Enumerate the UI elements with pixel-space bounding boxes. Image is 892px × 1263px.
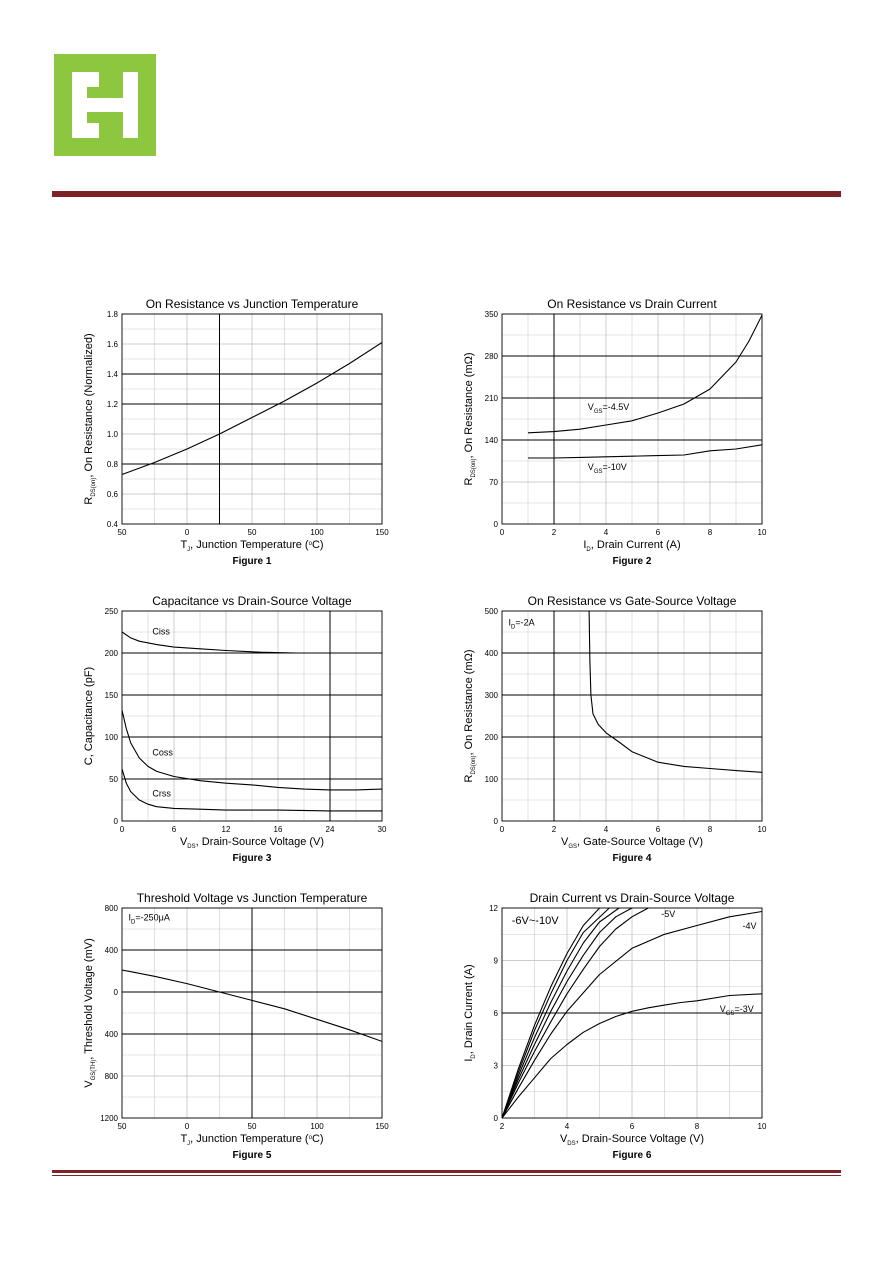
label-part: D [131, 919, 136, 926]
label-part: DS(on) [91, 477, 97, 497]
x-tick-label: 8 [707, 528, 713, 537]
y-tick-label: 1200 [100, 1114, 118, 1123]
y-tick-label: 280 [484, 352, 498, 361]
x-tick-label: 50 [247, 528, 257, 537]
y-axis-label [83, 333, 97, 504]
y-tick-label: 400 [104, 1030, 118, 1039]
series-annotation [720, 1004, 754, 1017]
label-part: o [308, 541, 312, 547]
series-annotation [743, 921, 757, 931]
y-tick-label: 1.8 [106, 310, 118, 319]
figure-caption: Figure 3 [232, 853, 272, 864]
label-part: I [583, 539, 587, 551]
y-tick-label: 500 [484, 607, 498, 616]
label-part: C, Capacitance (pF) [83, 666, 95, 766]
x-tick-label: 2 [551, 825, 557, 834]
y-tick-label: 1.6 [106, 340, 118, 349]
header-rule [52, 191, 841, 197]
label-part: V [179, 836, 188, 848]
y-axis-label [83, 938, 97, 1087]
x-tick-label: 50 [117, 528, 127, 537]
x-tick-label: 2 [499, 1122, 505, 1131]
label-part: C) [311, 1133, 324, 1145]
y-axis-label [463, 964, 477, 1061]
y-axis-label [463, 650, 477, 783]
x-tick-label: 100 [310, 1122, 324, 1131]
label-part: -5V [661, 908, 676, 919]
company-logo-icon [54, 54, 156, 156]
x-tick-label: 4 [603, 825, 609, 834]
chart-title: On Resistance vs Junction Temperature [145, 297, 359, 311]
label-part: , Junction Temperature ( [190, 1133, 309, 1145]
x-tick-label: 0 [184, 1122, 190, 1131]
chart-title: On Resistance vs Drain Current [547, 297, 717, 311]
label-part: DS(on) [471, 755, 477, 775]
x-tick-label: 12 [221, 825, 231, 834]
label-part: -4V [742, 921, 757, 931]
y-tick-label: 3 [493, 1061, 498, 1071]
y-tick-label: 0 [113, 817, 118, 826]
grid [122, 908, 382, 1118]
y-tick-label: 70 [489, 478, 498, 487]
label-part: R [463, 774, 475, 783]
y-tick-label: 200 [484, 733, 498, 742]
figure-caption: Figure 5 [232, 1150, 272, 1161]
chart-capacitance-vs-drain-source-voltage [70, 589, 400, 874]
label-part: DS(on) [471, 458, 477, 478]
x-tick-label: 0 [499, 528, 505, 537]
x-tick-label: 0 [119, 825, 125, 834]
label-part: I [508, 617, 512, 628]
label-part: , Gate-Source Voltage (V) [577, 836, 703, 848]
label-part: V [559, 1133, 568, 1145]
footer-rule-thin [52, 1175, 841, 1176]
label-part: , Drain-Source Voltage (V) [195, 836, 325, 848]
label-part: GS [725, 1011, 735, 1018]
label-part: A [163, 912, 170, 923]
y-tick-label: 0.8 [106, 460, 118, 469]
label-part: D [471, 1054, 477, 1059]
series-annotation [509, 618, 535, 631]
chart-on-resistance-vs-junction-temperature [70, 292, 400, 577]
x-tick-label: 8 [694, 1122, 700, 1131]
label-part: =-4.5V [602, 402, 630, 412]
chart-on-resistance-vs-gate-source-voltage [450, 589, 780, 874]
x-axis-label [180, 836, 324, 850]
y-tick-label: 100 [104, 733, 118, 742]
y-tick-label: 0 [493, 520, 498, 529]
y-tick-label: 1.0 [106, 430, 118, 439]
label-part: , Drain Current (A) [590, 539, 681, 551]
x-axis-label [561, 836, 703, 850]
x-tick-label: 10 [757, 1122, 767, 1131]
y-tick-label: 140 [484, 436, 498, 445]
chart-threshold-voltage-vs-junction-temperature [70, 886, 400, 1171]
x-tick-label: 100 [310, 528, 324, 537]
figure-caption: Figure 4 [612, 853, 652, 864]
label-part: R [463, 477, 475, 486]
label-part: V [719, 1004, 726, 1015]
figure-caption: Figure 1 [232, 556, 272, 567]
x-tick-label: 30 [377, 825, 387, 834]
y-tick-label: 100 [484, 775, 498, 784]
label-part: -6V~-10V [511, 914, 559, 927]
y-tick-label: 400 [104, 946, 118, 955]
figure-caption: Figure 2 [612, 556, 652, 567]
y-tick-label: 50 [109, 775, 118, 784]
grid [502, 611, 762, 821]
label-part: Crss [152, 788, 171, 799]
series-annotation [152, 747, 173, 757]
series-annotation [588, 462, 627, 475]
series-line-vgs10v [528, 445, 762, 458]
label-part: J [187, 1141, 191, 1147]
chart-title: Threshold Voltage vs Junction Temperature [136, 891, 368, 905]
label-part: , On Resistance (mΩ) [463, 352, 475, 459]
y-tick-label: 0 [493, 1114, 498, 1123]
label-part: I [128, 912, 132, 923]
x-tick-label: 16 [273, 825, 283, 834]
figure-caption: Figure 6 [612, 1150, 652, 1161]
series-annotation [129, 913, 170, 926]
y-tick-label: 800 [104, 1072, 118, 1081]
x-tick-label: 4 [603, 528, 609, 537]
x-axis-label [583, 539, 680, 553]
series-annotation [152, 627, 170, 637]
x-tick-label: 50 [117, 1122, 127, 1131]
label-part: Ciss [152, 626, 170, 637]
chart-drain-current-vs-drain-source-voltage [450, 886, 780, 1171]
x-tick-label: 10 [757, 825, 767, 834]
x-tick-label: 6 [655, 825, 661, 834]
x-axis-label [180, 1133, 323, 1147]
y-tick-label: 250 [104, 607, 118, 616]
label-part: =-2A [515, 617, 535, 628]
x-tick-label: 10 [757, 528, 767, 537]
series-annotation [588, 402, 629, 415]
label-part: GS [593, 409, 603, 415]
y-tick-label: 1.2 [106, 400, 118, 409]
label-part: , On Resistance (Normalized) [83, 333, 95, 478]
x-tick-label: 8 [707, 825, 713, 834]
y-tick-label: 6 [493, 1009, 498, 1018]
label-part: =-3V [734, 1004, 754, 1015]
label-part: I [463, 1058, 475, 1062]
label-part: , Junction Temperature ( [190, 539, 309, 551]
label-part: C) [311, 539, 324, 551]
series-annotation [661, 909, 675, 919]
label-part: =-10V [602, 462, 627, 472]
x-tick-label: 150 [375, 528, 389, 537]
y-tick-label: 0 [113, 988, 118, 997]
y-tick-label: 200 [104, 649, 118, 658]
y-tick-label: 350 [484, 310, 498, 319]
x-tick-label: 6 [171, 825, 177, 834]
label-part: GS(TH) [91, 1059, 97, 1081]
x-tick-label: 50 [247, 1122, 257, 1131]
series-line-vgs45v [528, 315, 762, 433]
label-part: , On Resistance (mΩ) [463, 649, 475, 756]
x-tick-label: 0 [499, 825, 505, 834]
series-annotation [512, 915, 559, 927]
chart-on-resistance-vs-drain-current [450, 292, 780, 577]
y-tick-label: 0.6 [106, 490, 118, 499]
y-tick-label: 800 [104, 904, 118, 913]
label-part: T [180, 1133, 188, 1145]
y-axis-label [463, 353, 477, 486]
label-part: , Drain-Source Voltage (V) [575, 1133, 705, 1145]
x-tick-label: 4 [564, 1122, 570, 1131]
x-tick-label: 6 [629, 1122, 635, 1131]
chart-title: Capacitance vs Drain-Source Voltage [152, 594, 352, 608]
company-logo [54, 54, 156, 156]
grid [122, 314, 382, 524]
x-axis-label [180, 539, 323, 553]
y-tick-label: 0 [493, 817, 498, 826]
series-annotation [152, 789, 171, 799]
x-axis-label [560, 1133, 704, 1147]
y-tick-label: 400 [484, 649, 498, 658]
label-part: Coss [152, 747, 173, 758]
x-tick-label: 150 [375, 1122, 389, 1131]
y-tick-label: 9 [493, 956, 498, 966]
y-tick-label: 150 [104, 691, 118, 700]
label-part: V [587, 402, 594, 412]
x-tick-label: 24 [325, 825, 335, 834]
label-part: D [586, 547, 591, 553]
label-part: GS [568, 844, 578, 850]
label-part: , Drain Current (A) [463, 964, 475, 1055]
x-tick-label: 6 [655, 528, 661, 537]
label-part: R [83, 496, 95, 505]
label-part: V [83, 1080, 95, 1088]
label-part: =-250 [135, 912, 159, 923]
label-part: DS [567, 1141, 576, 1147]
y-tick-label: 1.4 [106, 370, 118, 379]
label-part: D [511, 624, 516, 631]
y-tick-label: 12 [489, 904, 498, 913]
label-part: J [187, 547, 191, 553]
label-part: T [180, 539, 188, 551]
x-tick-label: 0 [184, 528, 190, 537]
x-tick-label: 2 [551, 528, 557, 537]
label-part: DS [187, 844, 196, 850]
y-axis-label [83, 667, 95, 765]
label-part: μ [158, 912, 164, 923]
label-part: GS [593, 469, 603, 475]
label-part: V [561, 836, 569, 848]
y-tick-label: 0.4 [106, 520, 118, 529]
label-part: V [587, 462, 594, 472]
y-tick-label: 210 [484, 394, 498, 403]
label-part: , Threshold Voltage (mV) [83, 938, 95, 1060]
y-tick-label: 300 [484, 691, 498, 700]
label-part: o [308, 1135, 312, 1141]
chart-title: Drain Current vs Drain-Source Voltage [529, 891, 735, 905]
chart-title: On Resistance vs Gate-Source Voltage [527, 594, 737, 608]
grid [502, 314, 762, 524]
